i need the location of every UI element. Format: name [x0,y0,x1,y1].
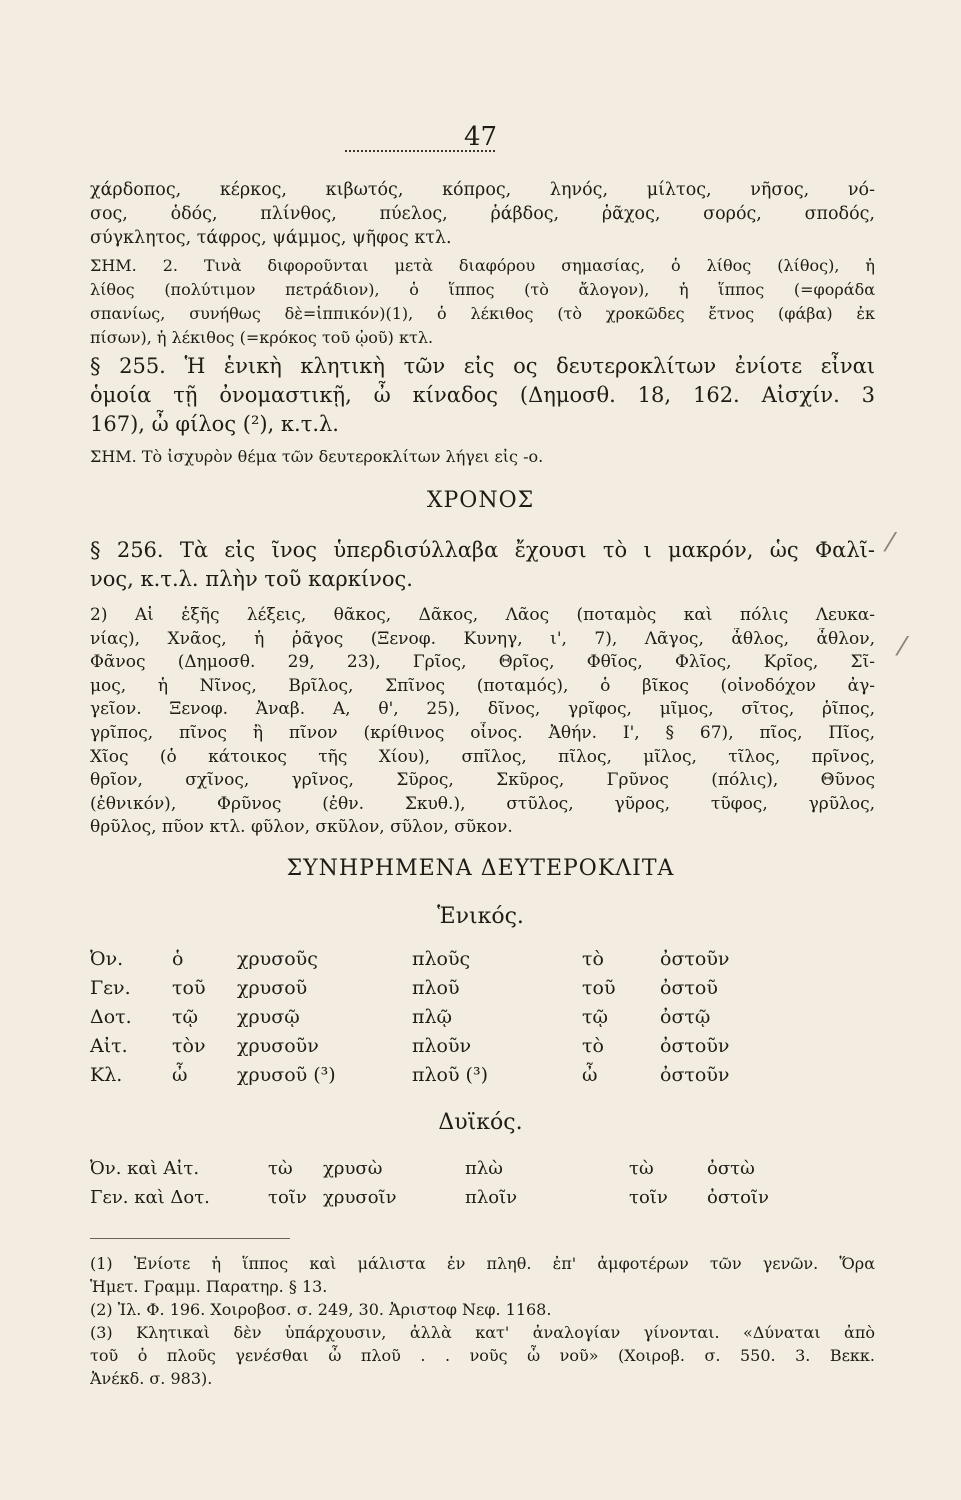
note-paragraph-2 [90,446,875,468]
case-label: Γεν. [90,976,131,999]
text-line: θρῦλος, πῦον κτλ. φῦλον, σκῦλον, σῦλον, σῦκον. [90,817,513,838]
footnote-line: (3) Κλητικαὶ δὲν ὑπάρχουσιν, ἀλλὰ κατ' ἀναλογίαν γίνονται. «Δύναται ἀπὸ [90,1323,875,1342]
case-label: Ὀν. καὶ Αἰτ. [90,1158,200,1179]
form-plous: πλοῦ [412,976,460,999]
case-label: Κλ. [90,1063,123,1086]
footnote-line: Ἡμετ. Γραμμ. Παρατηρ. § 13. [90,1277,328,1296]
text-line: λίθος (πολύτιμον πετράδιον), ὁ ἵππος (τὸ ἄλογον), ἡ ἵππος (=φοράδα [90,280,875,299]
case-label: Αἰτ. [90,1034,128,1057]
text-line: ὁμοία τῇ ὀνομαστικῇ, ὦ κίναδος (Δημοσθ. 18, 162. Αἰσχίν. 3 [90,383,875,407]
article-neut: τὸ [582,1034,604,1057]
text-line: νος, κ.τ.λ. πλὴν τοῦ καρκίνος. [90,567,413,591]
form-ostoun: ὀστοῦ [660,976,718,999]
article-neut: τὸ [582,947,604,970]
heading-chronos: ΧΡΟΝΟΣ [426,488,535,513]
page-number: 47 [463,122,498,152]
note-paragraph-1 [90,254,875,350]
form-chrysous: χρυσοῦν [237,1034,319,1057]
article-masc: τὸν [172,1034,206,1057]
word-list-paragraph [90,178,875,250]
table-row [90,1031,875,1060]
form-plous: πλοῦν [412,1034,472,1057]
table-row [90,1002,875,1031]
form-plous: πλοῦ (³) [412,1063,488,1086]
article-masc: τοῖν [268,1187,307,1208]
form-ostoun: ὀστῷ [660,1005,711,1028]
dual-declension-table [90,1154,875,1212]
text-line: νίας), Χνᾶος, ἡ ῥᾶγος (Ξενοφ. Κυνηγ, ι', 7), Λᾶγος, ἆθλος, ἆθλον, [90,628,875,649]
form-plous: πλὼ [465,1158,503,1179]
article-neut: τοῦ [582,976,616,999]
text-line: 167), ὦ φίλος (²), κ.τ.λ. [90,412,339,436]
form-plous: πλῷ [412,1005,453,1028]
text-line: ΣΗΜ. Τὸ ἰσχυρὸν θέμα τῶν δευτεροκλίτων λήγει εἰς -ο. [90,447,544,466]
case-label: Γεν. καὶ Δοτ. [90,1187,210,1208]
text-line: § 255. Ἡ ἑνικὴ κλητικὴ τῶν εἰς ος δευτεροκλίτων ἐνίοτε εἶναι [90,354,875,378]
form-chrysous: χρυσοῦς [237,947,318,970]
text-line: ΣΗΜ. 2. Τινὰ διφοροῦνται μετὰ διαφόρου σημασίας, ὁ λίθος (λίθος), ἡ [90,256,875,275]
text-line: (ἐθνικόν), Φρῦνος (ἐθν. Σκυθ.), στῦλος, γῦρος, τῦφος, γρῦλος, [90,793,875,814]
footnotes [90,1252,875,1390]
heading-dual: Δυϊκός. [438,1110,523,1135]
margin-pencil-mark: ⁄ [900,632,905,662]
section-256 [90,536,875,594]
form-ostoun: ὀστοῦν [660,947,730,970]
text-line: Χῖος (ὁ κάτοικος τῆς Χίου), σπῖλος, πῖλος, μῖλος, τῖλος, πρῖνος, [90,746,875,767]
article-neut: τοῖν [629,1187,668,1208]
form-ostoun: ὀστὼ [707,1158,755,1179]
table-row [90,1154,875,1183]
heading-singular: Ἑνικός. [437,904,524,929]
singular-declension-table [90,944,875,1089]
article-masc: τῷ [172,1005,199,1028]
heading-contracted: ΣΥΝΗΡΗΜΕΝΑ ΔΕΥΤΕΡΟΚΛΙΤΑ [286,856,675,881]
text-line: γεῖον. Ξενοφ. Ἀναβ. Α, θ', 25), δῖνος, γρῖφος, μῖμος, σῖτος, ῥῖπος, [90,699,875,720]
text-line: § 256. Τὰ εἰς ῖνος ὑπερδισύλλαβα ἔχουσι τὸ ι μακρόν, ὡς Φαλῖ- [90,538,875,562]
table-row [90,1183,875,1212]
text-line: χάρδοπος, κέρκος, κιβωτός, κόπρος, ληνός, μίλτος, νῆσος, νό- [90,180,875,200]
form-chrysous: χρυσῷ [237,1005,300,1028]
footnote-line: τοῦ ὁ πλοῦς γενέσθαι ὦ πλοῦ . . νοῦς ὦ νοῦ» (Χοιροβ. σ. 550. 3. Βεκκ. [90,1346,875,1365]
text-line: σος, ὁδός, πλίνθος, πύελος, ῥάβδος, ῥᾶχος, σορός, σποδός, [90,204,875,224]
text-line: γρῖπος, πῖνος ἢ πῖνον (κρίθινος οἶνος. Ἀθήν. Ι', § 67), πῖος, Πῖος, [90,722,875,743]
word-list-paragraph-2 [90,604,875,840]
article-neut: τῷ [582,1005,609,1028]
form-chrysous: χρυσὼ [323,1158,383,1179]
footnote-line: Ἀνέκδ. σ. 983). [90,1369,213,1388]
table-row [90,1060,875,1089]
article-masc: τὼ [268,1158,293,1179]
text-line: μος, ἡ Νῖνος, Βρῖλος, Σπῖνος (ποταμός), ὁ βῖκος (οἰνοδόχον ἀγ- [90,675,875,696]
footnote-rule [90,1238,290,1239]
case-label: Δοτ. [90,1005,132,1028]
footnote-line: (2) Ἰλ. Φ. 196. Χοιροβοσ. σ. 249, 30. Ἀριστοφ Νεφ. 1168. [90,1300,552,1319]
article-masc: ὦ [172,1063,188,1086]
form-plous: πλοῦς [412,947,471,970]
page-number-ornament [345,150,495,152]
text-line: σύγκλητος, τάφρος, ψάμμος, ψῆφος κτλ. [90,228,452,248]
section-255 [90,352,875,439]
form-chrysous: χρυσοῦ (³) [237,1063,336,1086]
margin-pencil-mark: ⁄ [888,528,893,558]
form-chrysous: χρυσοῦ [237,976,308,999]
article-neut: ὦ [582,1063,598,1086]
article-masc: τοῦ [172,976,206,999]
case-label: Ὀν. [90,947,124,970]
form-chrysous: χρυσοῖν [323,1187,397,1208]
article-neut: τὼ [629,1158,654,1179]
table-row [90,973,875,1002]
text-line: 2) Αἱ ἑξῆς λέξεις, θᾶκος, Δᾶκος, Λᾶος (ποταμὸς καὶ πόλις Λευκα- [90,605,875,625]
text-line: θρῖον, σχῖνος, γρῖνος, Σῦρος, Σκῦρος, Γρῦνος (πόλις), Θῦνος [90,770,875,791]
article-masc: ὁ [172,947,184,970]
table-row [90,944,875,973]
form-ostoun: ὀστοῦν [660,1063,730,1086]
text-line: σπανίως, συνήθως δὲ=ἱππικόν)(1), ὁ λέκιθος (τὸ χροκῶδες ἔτνος (φάβα) ἐκ [90,304,875,323]
text-line: Φᾶνος (Δημοσθ. 29, 23), Γρῖος, Θρῖος, Φθῖος, Φλῖος, Κρῖος, Σῖ- [90,652,875,673]
form-ostoun: ὀστοῦν [660,1034,730,1057]
footnote-line: (1) Ἐνίοτε ἡ ἵππος καὶ μάλιστα ἐν πληθ. ἐπ' ἀμφοτέρων τῶν γενῶν. Ὅρα [90,1254,875,1273]
form-plous: πλοῖν [465,1187,518,1208]
text-line: πίσων), ἡ λέκιθος (=κρόκος τοῦ ᾠοῦ) κτλ. [90,328,434,347]
form-ostoun: ὀστοῖν [707,1187,769,1208]
